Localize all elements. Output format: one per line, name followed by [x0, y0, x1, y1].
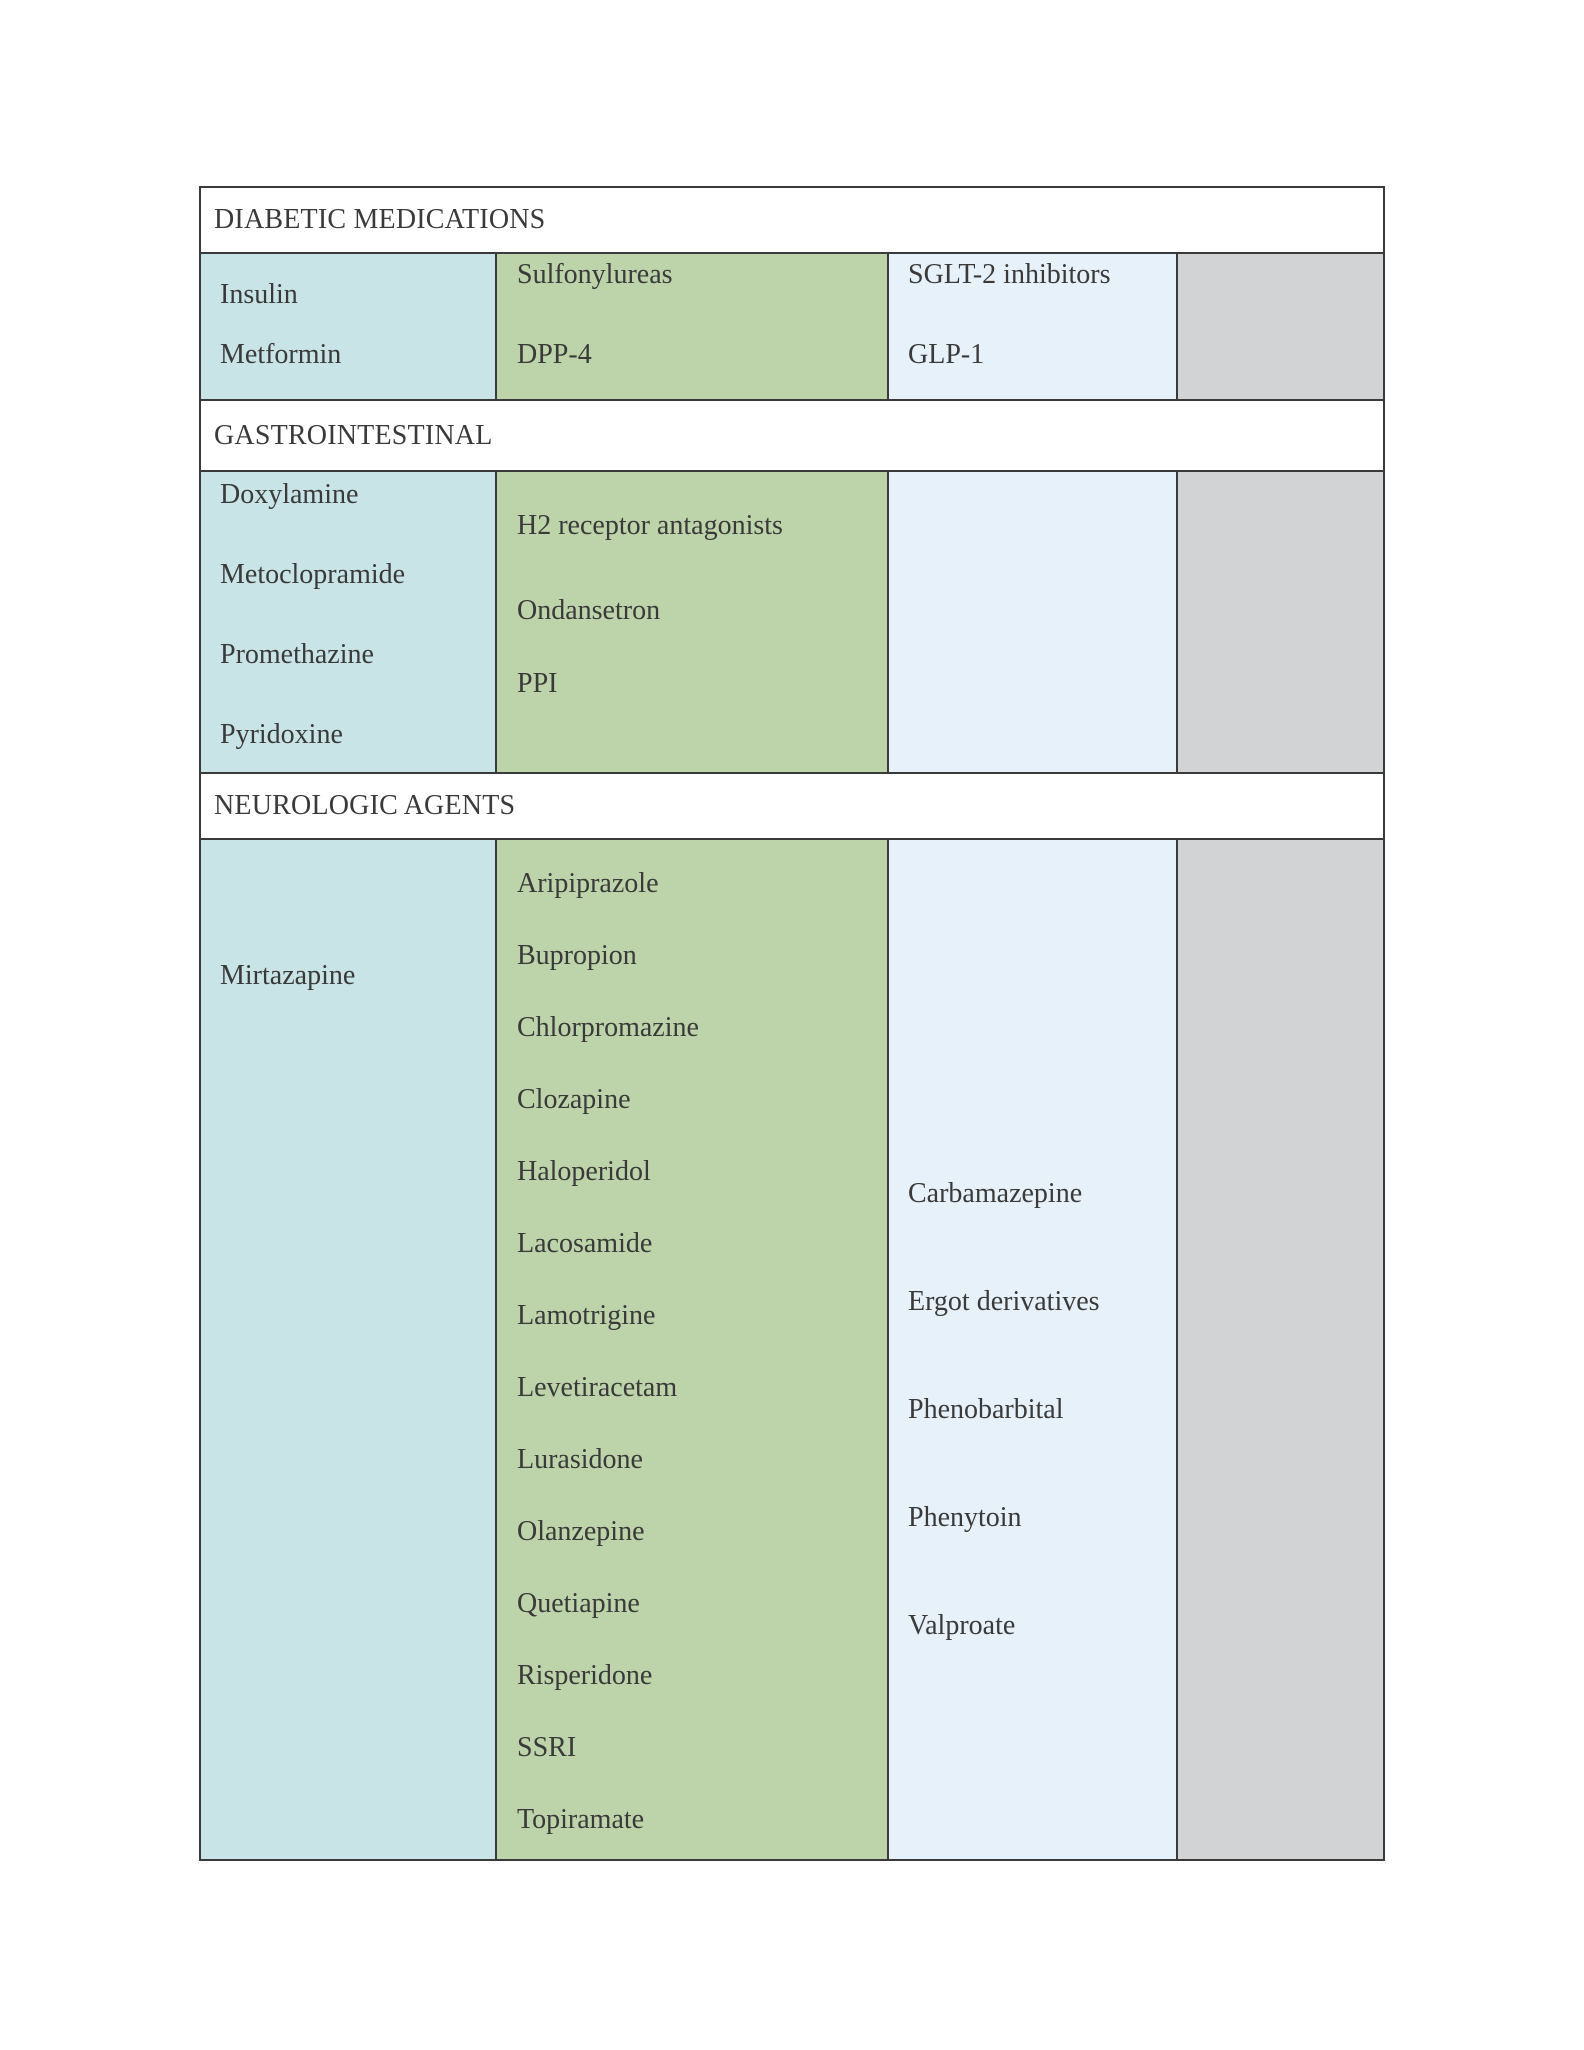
section-title: DIABETIC MEDICATIONS [214, 204, 546, 235]
column-c [887, 472, 1176, 772]
section-title: NEUROLOGIC AGENTS [214, 790, 516, 821]
drug-item: SSRI [517, 1732, 577, 1763]
drug-item: H2 receptor antagonists [517, 510, 783, 541]
drug-item: Haloperidol [517, 1156, 651, 1187]
drug-item: Sulfonylureas [517, 259, 673, 290]
column-c [887, 254, 1176, 399]
drug-item: PPI [517, 668, 558, 699]
drug-item: Phenytoin [908, 1502, 1022, 1533]
drug-item: Aripiprazole [517, 868, 659, 899]
drug-item: Risperidone [517, 1660, 653, 1691]
drug-item: Doxylamine [220, 479, 359, 510]
drug-item: Insulin [220, 279, 298, 310]
section-body-neurologic [201, 840, 1383, 1859]
column-b [495, 254, 887, 399]
drug-item: Clozapine [517, 1084, 631, 1115]
medication-table [199, 186, 1385, 1861]
drug-item: Lacosamide [517, 1228, 653, 1259]
drug-item: Olanzepine [517, 1516, 645, 1547]
section-title: GASTROINTESTINAL [214, 419, 493, 451]
drug-item: Bupropion [517, 940, 637, 971]
drug-item: Mirtazapine [220, 960, 356, 991]
drug-item: SGLT-2 inhibitors [908, 259, 1111, 290]
drug-item: Pyridoxine [220, 719, 343, 750]
column-c [887, 840, 1176, 1859]
drug-item: DPP-4 [517, 339, 592, 370]
drug-item: Chlorpromazine [517, 1012, 699, 1043]
section-header-neurologic [201, 774, 1383, 840]
column-d [1176, 840, 1383, 1859]
drug-item: GLP-1 [908, 339, 985, 370]
drug-item: Phenobarbital [908, 1394, 1064, 1425]
drug-item: Carbamazepine [908, 1178, 1083, 1209]
drug-item: Promethazine [220, 639, 374, 670]
drug-item: Ergot derivatives [908, 1286, 1100, 1317]
section-header-gastrointestinal [201, 401, 1383, 472]
drug-item: Metoclopramide [220, 559, 406, 590]
drug-item: Lamotrigine [517, 1300, 656, 1331]
section-header-diabetic [201, 188, 1383, 254]
column-a [201, 840, 495, 1859]
drug-item: Metformin [220, 339, 342, 370]
drug-item: Lurasidone [517, 1444, 643, 1475]
section-body-gastrointestinal [201, 472, 1383, 774]
column-d [1176, 472, 1383, 772]
column-d [1176, 254, 1383, 399]
drug-item: Ondansetron [517, 595, 661, 626]
drug-item: Levetiracetam [517, 1372, 678, 1403]
section-body-diabetic [201, 254, 1383, 401]
drug-item: Quetiapine [517, 1588, 640, 1619]
column-b [495, 472, 887, 772]
drug-item: Valproate [908, 1610, 1016, 1641]
column-a [201, 254, 495, 399]
column-a [201, 472, 495, 772]
drug-item: Topiramate [517, 1804, 645, 1835]
column-b [495, 840, 887, 1859]
